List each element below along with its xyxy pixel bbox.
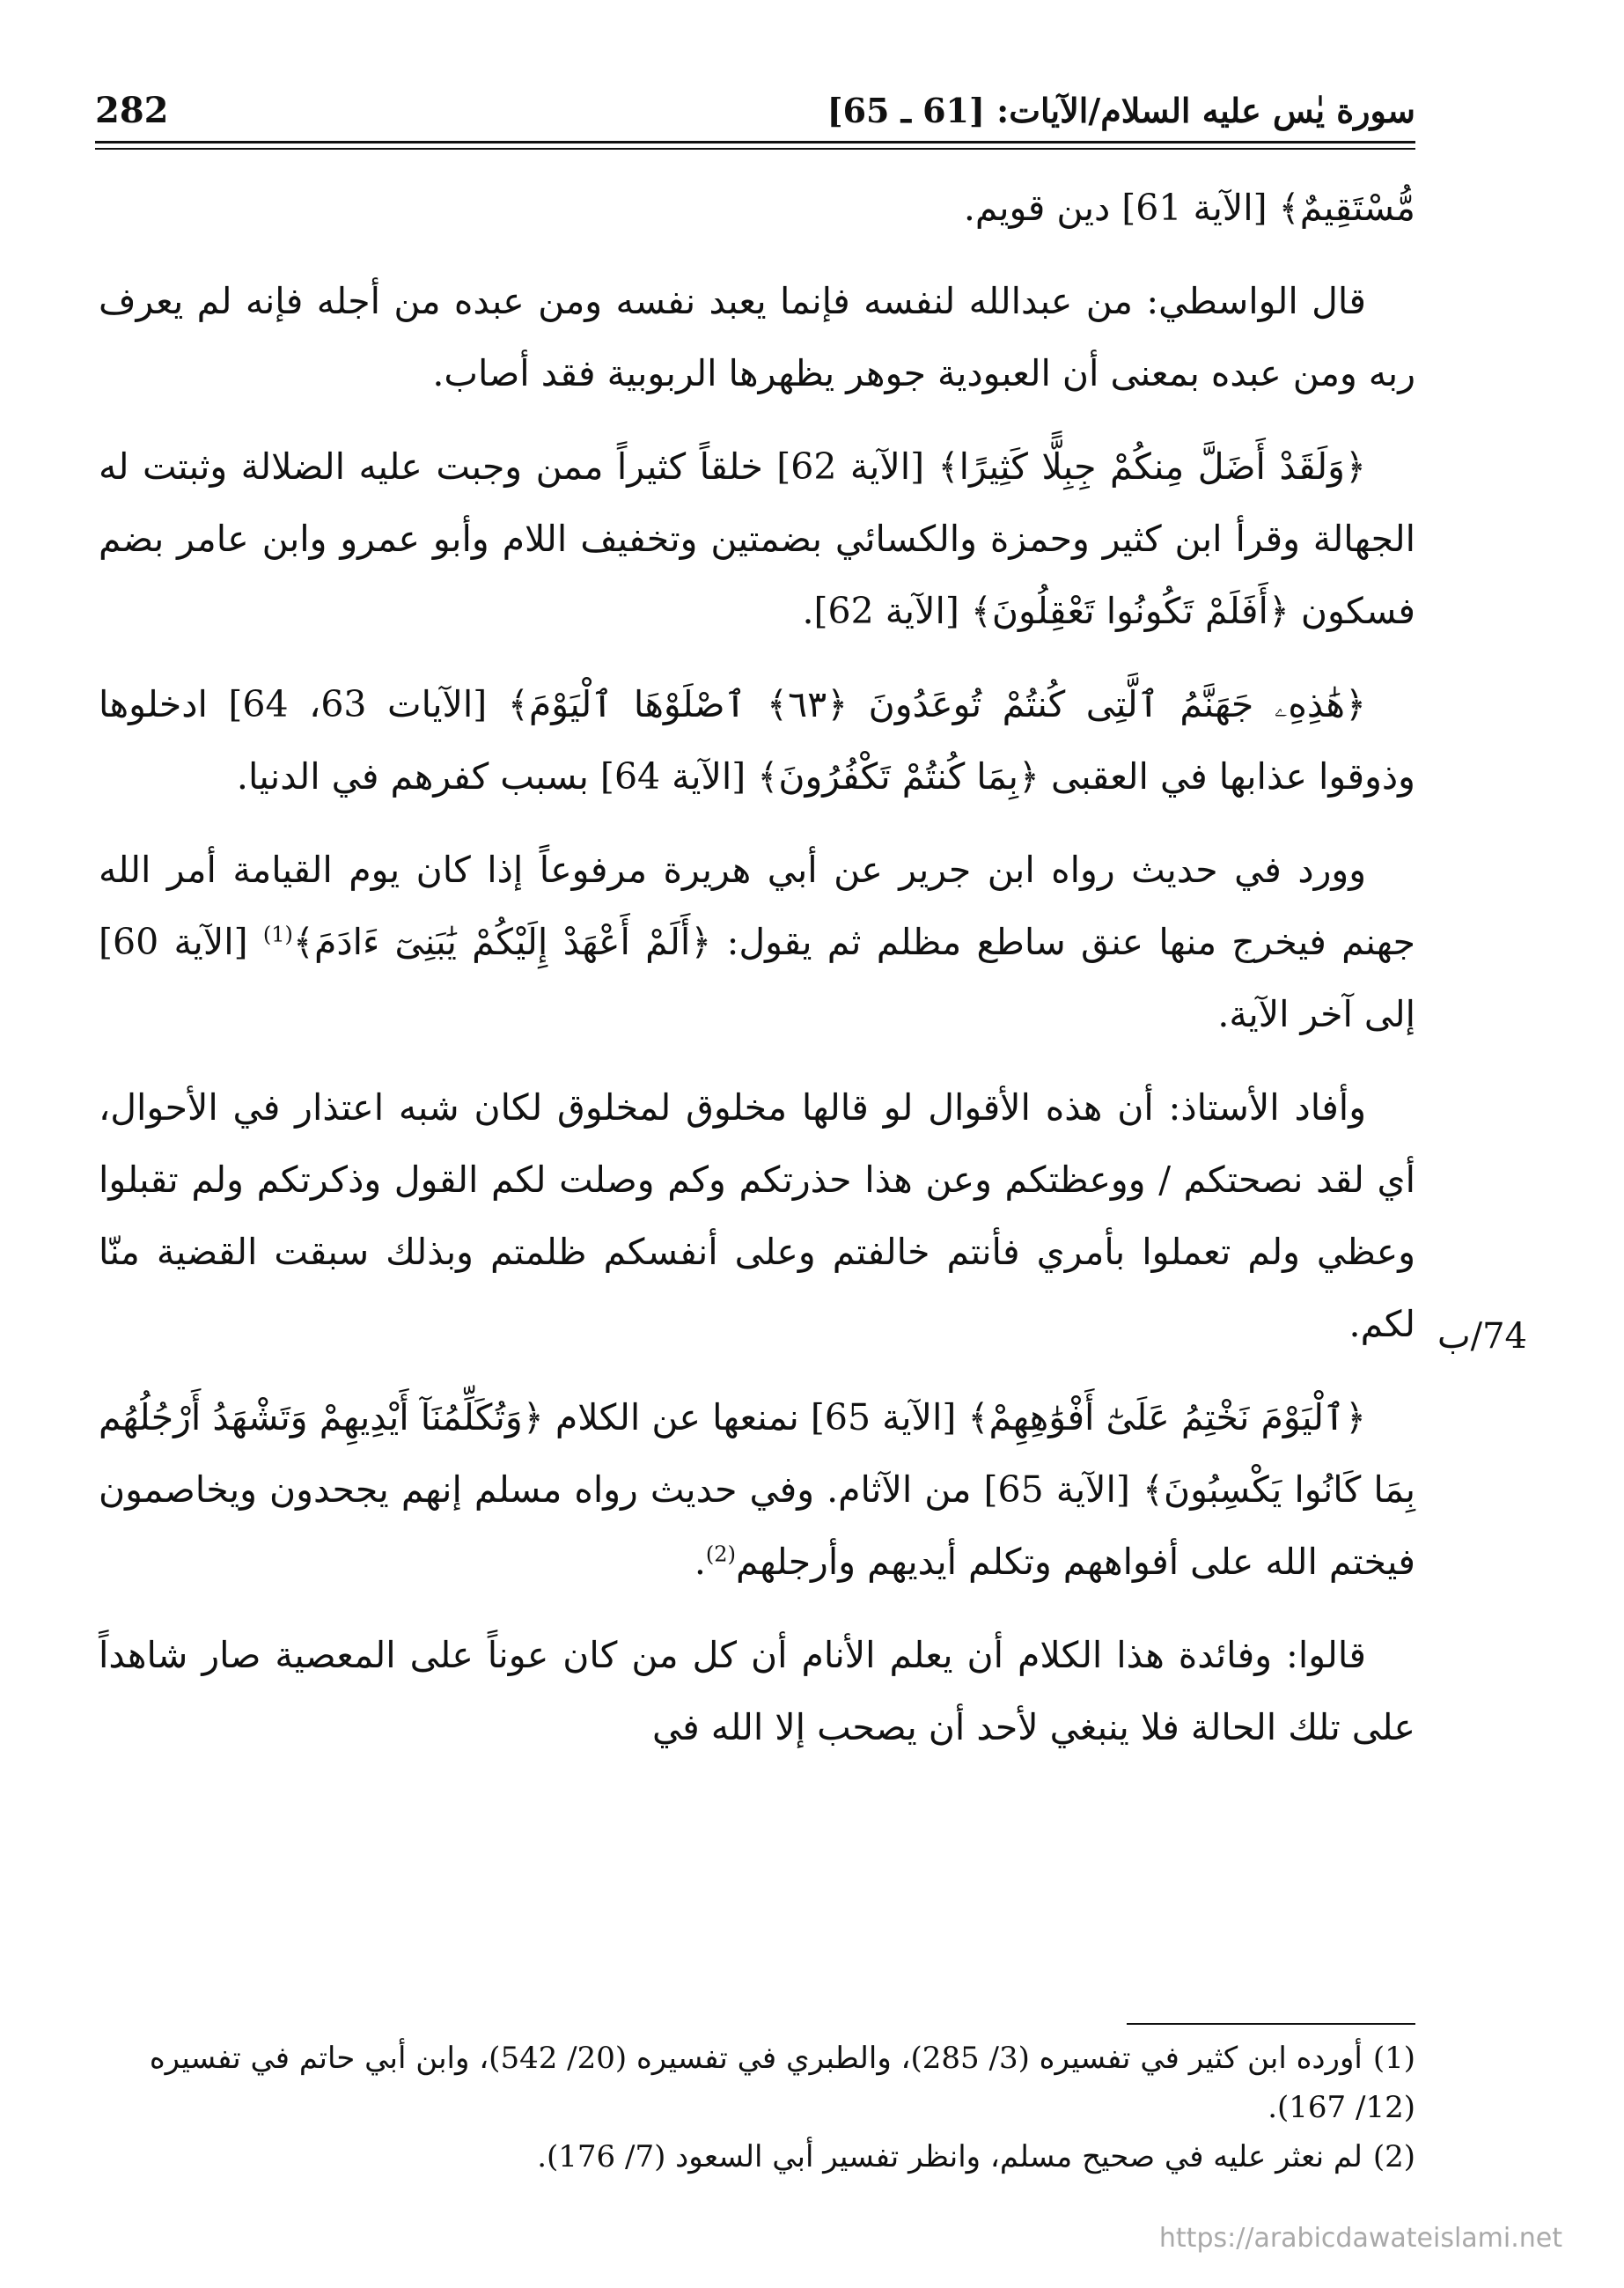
paragraph-2: قال الواسطي: من عبدالله لنفسه فإنما يعبد نفسه ومن عبده من أجله فإنه لم يعرف ربه ومن عبده بمعنى أن العبودية جوهر يظهرها الربوبية فقد أصاب. (99, 280, 1415, 394)
footnote-1-text: أورده ابن كثير في تفسيره (3/ 285)، والطبري في تفسيره (20/ 542)، وابن أبي حاتم في تفسيره (12/ 167). (149, 2041, 1415, 2125)
paragraph-1: مُّسْتَقِيمٌ﴾ [الآية 61] دين قويم. (963, 187, 1415, 229)
paragraph-5 (99, 834, 1415, 1050)
footnote-1-number: (1) (1372, 2041, 1415, 2076)
paragraph-7 (99, 1381, 1415, 1598)
footnote-ref-1[interactable]: (1) (262, 922, 293, 947)
main-text (99, 172, 1415, 1784)
footnote-separator (1127, 2023, 1415, 2025)
footnotes (99, 2034, 1415, 2181)
running-title: سورة يٰس عليه السلام/الآيات: [61 ـ 65] (827, 90, 1415, 130)
header-rule-secondary (95, 148, 1415, 150)
manuscript-folio-note: 74/ب (1437, 1316, 1527, 1357)
paragraph-7-text: ﴿ٱلْيَوْمَ نَخْتِمُ عَلَىٰٓ أَفْوَٰهِهِمْ﴾ [الآية 65] نمنعها عن الكلام ﴿وَتُكَلِّمُنَآ أَيْدِيهِمْ وَتَشْهَدُ أَرْجُلُهُم بِمَا كَانُوا يَكْسِبُونَ﴾ [الآية 65] من الآثام. وفي حديث رواه مسلم إنهم يجحدون ويخاصمون فيختم الله على أفواههم وتكلم أيديهم وأرجلهم (99, 1396, 1415, 1583)
footnote-ref-2[interactable]: (2) (705, 1541, 736, 1567)
paragraph-4: ﴿هَٰذِهِۦ جَهَنَّمُ ٱلَّتِى كُنتُمْ تُوعَدُونَ ﴿٦٣﴾ ٱصْلَوْهَا ٱلْيَوْمَ﴾ [الآيات 63، 64] ادخلوها وذوقوا عذابها في العقبى ﴿بِمَا كُنتُمْ تَكْفُرُونَ﴾ [الآية 64] بسبب كفرهم في الدنيا. (99, 683, 1415, 798)
paragraph-3: ﴿وَلَقَدْ أَضَلَّ مِنكُمْ جِبِلًّا كَثِيرًا﴾ [الآية 62] خلقاً كثيراً ممن وجبت عليه الضلالة وثبتت له الجهالة وقرأ ابن كثير وحمزة والكسائي بضمتين وتخفيف اللام وأبو عمرو وابن عامر بضم فسكون ﴿أَفَلَمْ تَكُونُوا تَعْقِلُونَ﴾ [الآية 62]. (99, 445, 1415, 632)
footnote-2-text: لم نعثر عليه في صحيح مسلم، وانظر تفسير أبي السعود (7/ 176). (537, 2139, 1363, 2174)
footnote-1 (99, 2034, 1415, 2132)
footnote-2-number: (2) (1372, 2139, 1415, 2174)
paragraph-5-tail: [الآية 60] إلى آخر الآية. (99, 921, 1415, 1035)
paragraph-8: قالوا: وفائدة هذا الكلام أن يعلم الأنام أن كل من كان عوناً على المعصية صار شاهداً على تلك الحالة فلا ينبغي لأحد أن يصحب إلا الله في (99, 1634, 1415, 1748)
watermark-url: https://arabicdawateislami.net (1158, 2223, 1562, 2254)
paragraph-6: وأفاد الأستاذ: أن هذه الأقوال لو قالها مخلوق لمخلوق لكان شبه اعتذار في الأحوال، أي لقد نصحتكم / ووعظتكم وعن هذا حذرتكم وكم وصلت لكم القول وذكرتكم ولم تقبلوا وعظي ولم تعملوا بأمري فأنتم خالفتم وعلى أنفسكم ظلمتم وبذلك سبقت القضية منّا لكم. (99, 1086, 1415, 1345)
paragraph-7-tail: . (694, 1541, 706, 1583)
header-rule (95, 141, 1415, 143)
page-number: 282 (95, 89, 169, 131)
footnote-2 (99, 2132, 1415, 2181)
page-header (95, 85, 1415, 136)
paragraph-5-text: وورد في حديث رواه ابن جرير عن أبي هريرة مرفوعاً إذا كان يوم القيامة أمر الله جهنم فيخرج منها عنق ساطع مظلم ثم يقول: ﴿أَلَمْ أَعْهَدْ إِلَيْكُمْ يَٰبَنِىٓ ءَادَمَ﴾ (99, 849, 1415, 963)
